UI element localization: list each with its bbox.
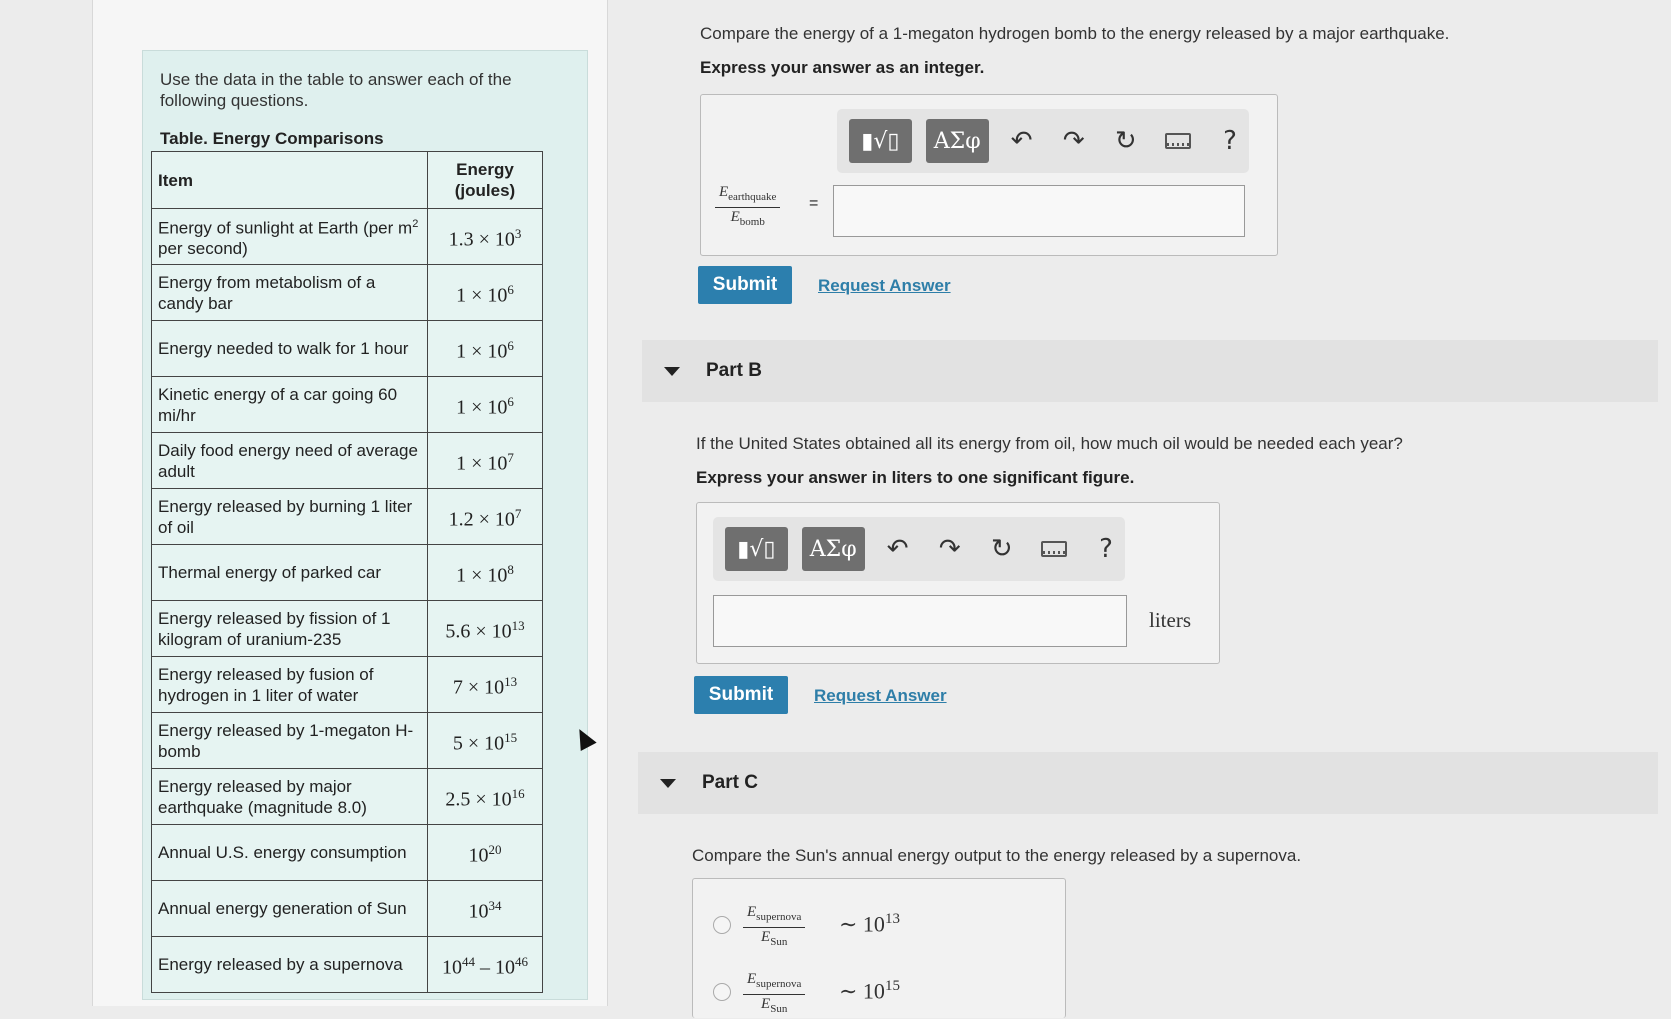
- partC-option-2-radio[interactable]: [713, 983, 731, 1001]
- row-item: [152, 937, 428, 993]
- energy-mantissa: 10: [442, 956, 462, 979]
- partC-option-2-ratio: [743, 970, 805, 1019]
- energy-exponent: 7: [507, 449, 514, 465]
- row-item-text: Thermal energy of parked car: [158, 563, 381, 582]
- partC-option-1-value: [839, 911, 900, 937]
- row-energy: [428, 881, 543, 937]
- row-item: [152, 657, 428, 713]
- row-item-text: Annual energy generation of Sun: [158, 899, 407, 918]
- partA-answer-box: [700, 94, 1278, 256]
- energy-mantissa: 10: [468, 844, 489, 867]
- partB-instruction: Express your answer in liters to one significant figure.: [696, 468, 1135, 487]
- energy-exponent: 16: [511, 785, 525, 801]
- row-energy: [428, 657, 543, 713]
- table-row: [152, 713, 543, 769]
- row-energy: [428, 601, 543, 657]
- table-row: [152, 937, 543, 993]
- row-energy: [428, 377, 543, 433]
- energy-exponent: 8: [507, 561, 514, 577]
- table-caption: Table. Energy Comparisons: [160, 129, 384, 148]
- table-row: [152, 489, 543, 545]
- row-energy: [428, 433, 543, 489]
- energy-exponent: 6: [507, 281, 514, 297]
- table-row: [152, 769, 543, 825]
- row-item-tail: per second): [158, 239, 248, 259]
- partA-submit-button[interactable]: Submit: [698, 266, 792, 304]
- keyboard-icon[interactable]: [1035, 527, 1073, 571]
- row-item-text: Energy of sunlight at Earth (per m: [158, 218, 413, 238]
- partA-ratio-label: [715, 183, 780, 232]
- energy-mantissa: 5 × 10: [452, 732, 505, 755]
- energy-mantissa: 1.2 × 10: [448, 508, 515, 531]
- row-item-superscript: 2: [412, 217, 419, 230]
- partB-request-answer-link[interactable]: Request Answer: [814, 686, 947, 705]
- symbols-button[interactable]: ΑΣφ: [802, 527, 865, 571]
- row-item: [152, 881, 428, 937]
- partA-toolbar: [837, 109, 1249, 173]
- table-row: [152, 321, 543, 377]
- row-item: [152, 545, 428, 601]
- row-item-text: Energy needed to walk for 1 hour: [158, 339, 409, 358]
- partC-header[interactable]: [638, 752, 1658, 814]
- approx-mantissa: ∼ 10: [839, 911, 885, 937]
- partB-title: Part B: [706, 360, 762, 381]
- symbols-button[interactable]: ΑΣφ: [926, 119, 989, 163]
- row-item-text: Energy released by a supernova: [158, 955, 403, 974]
- table-row: [152, 209, 543, 265]
- numerator-symbol: E: [747, 971, 757, 987]
- energy-mantissa: 2.5 × 10: [445, 788, 512, 811]
- partB-question: If the United States obtained all its energy from oil, how much oil would be needed each year?: [696, 434, 1403, 453]
- energy-exponent: 3: [514, 225, 522, 241]
- redo-icon[interactable]: ↷: [1062, 126, 1085, 156]
- option-2-denominator: [743, 995, 805, 1019]
- numerator-subscript: earthquake: [728, 191, 777, 203]
- collapse-arrow-icon: [664, 367, 680, 376]
- table-row: [152, 545, 543, 601]
- row-item: [152, 825, 428, 881]
- row-item: [152, 713, 428, 769]
- energy-exponent-2: 46: [515, 953, 528, 969]
- energy-mantissa: 7 × 10: [452, 676, 505, 699]
- row-energy: [428, 545, 543, 601]
- keyboard-shape: [1041, 541, 1067, 557]
- row-item: [152, 433, 428, 489]
- redo-icon[interactable]: ↷: [938, 534, 961, 564]
- energy-exponent: 15: [504, 729, 518, 745]
- row-item-text: Energy released by fusion of hydrogen in 1 liter of water: [158, 664, 374, 705]
- partC-option-1-ratio: [743, 903, 805, 952]
- row-item: [152, 265, 428, 321]
- energy-table: [151, 151, 543, 993]
- numerator-subscript: supernova: [756, 978, 802, 990]
- partC-question: Compare the Sun's annual energy output to the energy released by a supernova.: [692, 846, 1302, 865]
- numerator-subscript: supernova: [756, 911, 802, 923]
- row-item-text: Energy released by major earthquake (magnitude 8.0): [158, 776, 367, 817]
- table-row: [152, 601, 543, 657]
- numerator-symbol: E: [747, 904, 757, 920]
- partB-answer-box: [696, 502, 1220, 664]
- energy-exponent: 7: [514, 505, 522, 521]
- row-item-text: Kinetic energy of a car going 60 mi/hr: [158, 384, 398, 425]
- table-header-row: [152, 152, 543, 209]
- row-item: [152, 209, 428, 265]
- energy-exponent: 13: [511, 617, 525, 633]
- table-row: [152, 433, 543, 489]
- row-item-text: Daily food energy need of average adult: [158, 440, 418, 481]
- row-item: [152, 321, 428, 377]
- partA-instruction: Express your answer as an integer.: [700, 58, 985, 77]
- option-1-numerator: [743, 903, 805, 928]
- help-icon[interactable]: ?: [1223, 126, 1237, 156]
- templates-button[interactable]: ▮√▯: [725, 527, 788, 571]
- denominator-subscript: bomb: [739, 216, 765, 228]
- denominator-symbol: E: [761, 996, 771, 1012]
- denominator-subscript: Sun: [770, 936, 788, 948]
- energy-exponent: 13: [504, 673, 518, 689]
- partB-answer-input[interactable]: [713, 595, 1127, 647]
- denominator-symbol: E: [761, 929, 771, 945]
- approx-mantissa: ∼ 10: [839, 978, 885, 1004]
- row-energy: [428, 825, 543, 881]
- row-item-text: Energy released by fission of 1 kilogram of uranium-235: [158, 608, 391, 649]
- table-row: [152, 657, 543, 713]
- card-intro: Use the data in the table to answer each of the following questions.: [160, 70, 512, 110]
- main-content: [608, 0, 1671, 1015]
- energy-exponent: 44: [462, 953, 475, 969]
- collapse-arrow-icon: [660, 779, 676, 788]
- row-item: [152, 377, 428, 433]
- energy-mantissa-2: – 10: [475, 956, 515, 979]
- energy-mantissa: 1 × 10: [456, 452, 508, 475]
- row-item-text: Annual U.S. energy consumption: [158, 843, 407, 862]
- energy-mantissa: 1 × 10: [456, 564, 508, 587]
- partB-unit-label: liters: [1149, 608, 1191, 632]
- energy-mantissa: 1 × 10: [456, 284, 508, 307]
- templates-button[interactable]: ▮√▯: [849, 119, 912, 163]
- energy-exponent: 34: [488, 897, 502, 913]
- partB-toolbar: [713, 517, 1125, 581]
- row-item: [152, 601, 428, 657]
- partA-request-answer-link[interactable]: Request Answer: [818, 276, 951, 295]
- row-energy: [428, 769, 543, 825]
- partA-question: Compare the energy of a 1-megaton hydrogen bomb to the energy released by a major earthquake.: [700, 24, 1450, 43]
- partC-title: Part C: [702, 772, 758, 793]
- energy-exponent: 20: [488, 841, 502, 857]
- partB-header[interactable]: [642, 340, 1658, 402]
- keyboard-shape: [1165, 133, 1191, 149]
- undo-icon[interactable]: ↶: [886, 534, 909, 564]
- undo-icon[interactable]: ↶: [1010, 126, 1033, 156]
- col-header-item: Item: [152, 152, 428, 209]
- option-2-numerator: [743, 970, 805, 995]
- equals-sign: =: [809, 195, 819, 212]
- partA-answer-input[interactable]: [833, 185, 1245, 237]
- help-icon[interactable]: ?: [1099, 534, 1113, 564]
- row-item: [152, 769, 428, 825]
- denominator-subscript: Sun: [770, 1003, 788, 1015]
- energy-exponent: 6: [507, 337, 514, 353]
- numerator-symbol: E: [719, 184, 729, 200]
- energy-exponent: 6: [507, 393, 514, 409]
- approx-exponent: 15: [884, 978, 900, 994]
- option-1-denominator: [743, 928, 805, 952]
- row-energy: [428, 265, 543, 321]
- row-energy: [428, 937, 543, 993]
- row-item-text: Energy released by 1-megaton H-bomb: [158, 720, 414, 761]
- energy-mantissa: 10: [468, 900, 489, 923]
- energy-mantissa: 1 × 10: [456, 340, 508, 363]
- partA-numerator: [715, 183, 780, 208]
- row-energy: [428, 321, 543, 377]
- partC-options-box: [692, 878, 1066, 1018]
- partB-submit-button[interactable]: Submit: [694, 676, 788, 714]
- reset-icon[interactable]: ↻: [990, 534, 1013, 564]
- row-item-text: Energy from metabolism of a candy bar: [158, 272, 376, 313]
- col-header-energy: Energy (joules): [428, 152, 543, 209]
- table-row: [152, 881, 543, 937]
- keyboard-icon[interactable]: [1159, 119, 1197, 163]
- energy-mantissa: 1 × 10: [456, 396, 508, 419]
- energy-mantissa: 1.3 × 10: [448, 228, 515, 251]
- approx-exponent: 13: [884, 911, 900, 927]
- table-row: [152, 825, 543, 881]
- row-item: [152, 489, 428, 545]
- table-row: [152, 265, 543, 321]
- row-energy: [428, 713, 543, 769]
- partC-option-2-value: [839, 978, 900, 1004]
- energy-mantissa: 5.6 × 10: [445, 620, 512, 643]
- row-item-text: Energy released by burning 1 liter of oil: [158, 496, 413, 537]
- partA-denominator: [715, 208, 780, 232]
- table-row: [152, 377, 543, 433]
- row-energy: [428, 489, 543, 545]
- reset-icon[interactable]: ↻: [1114, 126, 1137, 156]
- denominator-symbol: E: [730, 209, 740, 225]
- row-energy: [428, 209, 543, 265]
- data-card: [142, 50, 588, 1000]
- partC-option-1-radio[interactable]: [713, 916, 731, 934]
